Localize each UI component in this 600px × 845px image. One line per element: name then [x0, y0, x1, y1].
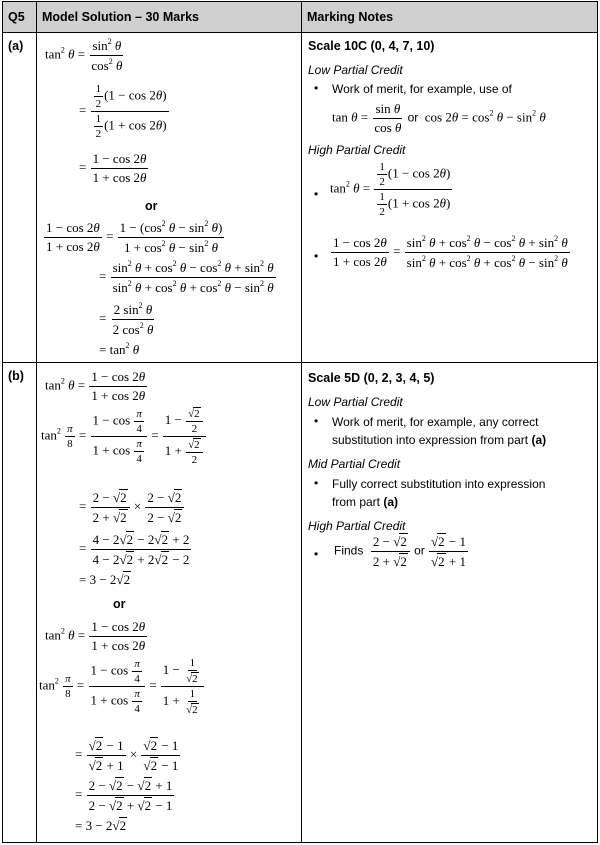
bullet-icon: • [314, 414, 319, 428]
b-mid-credit-title: Mid Partial Credit [308, 457, 401, 471]
b-line-5: = 3 − 2√2 [79, 572, 131, 587]
part-a-ref: (a) [531, 433, 547, 447]
b-line-1: $\tan^2 \theta$ = $\frac{1 - \cos 2\theta}{1 + \cos 2\theta}$ [45, 369, 146, 403]
a-high-credit-formula-2: $\frac{1 - \cos 2\theta}{1 + \cos 2\theta}$ = $\frac{\sin^2 \theta + \cos^2 \theta - \cos^2 \theta + \sin^2 \theta}{\sin^2 \theta + \cos^2 \theta + \cos^2 \theta - \sin^2 \theta}$ [333, 234, 568, 270]
b-line-8: = $\frac{√2 - 1}{√2 + 1}$ × $\frac{√2 - 1}{√2 - 1}$ [75, 738, 179, 773]
a-scale: Scale 10C (0, 4, 7, 10) [308, 39, 435, 53]
b-line-10: = 3 − 2√2 [75, 818, 127, 833]
b-mid-credit-text-1: Fully correct substitution into expression [332, 477, 546, 491]
a-line-2: = $\frac{1}{2}$ (1 − cos 2θ) $\frac{1}{2}$ (1 + cos 2θ) [79, 83, 167, 140]
part-a-ref: (a) [383, 495, 399, 509]
a-high-credit-formula-1: $\tan^2 \theta$ = $\frac{1}{2}$ (1 − cos 2θ) $\frac{1}{2}$ (1 + cos 2θ) [330, 161, 451, 218]
part-a-label: (a) [3, 33, 37, 363]
b-low-credit-text-1: Work of merit, for example, any correct [332, 415, 539, 429]
b-or-label: or [113, 597, 126, 611]
b-mid-credit-text-2: from part (a) [332, 495, 399, 509]
a-low-credit-title: Low Partial Credit [308, 63, 403, 77]
a-low-credit-text: Work of merit, for example, use of [332, 82, 512, 96]
bullet-icon: • [314, 249, 319, 263]
a-or-label: or [145, 199, 158, 213]
a-line-4: $\frac{1 - \cos 2\theta}{1 + \cos 2\theta}$ = $\frac{1 - (\cos^2 \theta - \sin^2 \theta)}{1 + \cos^2 \theta - \sin^2 \theta}$ [46, 219, 223, 255]
b-high-credit-title: High Partial Credit [308, 519, 406, 533]
part-b-label: (b) [3, 363, 37, 843]
marking-notes-header: Marking Notes [302, 2, 598, 33]
bullet-icon: • [314, 547, 319, 561]
bullet-icon: • [314, 81, 319, 95]
part-a-notes-cell [302, 33, 598, 363]
a-line-3: = $\frac{1 - \cos 2\theta}{1 + \cos 2\theta}$ [79, 151, 147, 185]
b-low-credit-text-2: substitution into expression from part (a) [332, 433, 547, 447]
b-line-9: = $\frac{2 - √2 - √2 + 1}{2 - √2 + √2 - 1}$ [75, 778, 173, 813]
question-header: Q5 [3, 2, 37, 33]
part-a-solution-cell [37, 33, 302, 363]
b-line-3: = $\frac{2 - √2}{2 + √2}$ × $\frac{2 - √2}{2 - √2}$ [79, 489, 185, 526]
bullet-icon: • [314, 476, 319, 490]
a-low-credit-formula: tan θ = $\frac{\text{sin θ}}{\text{cos θ}}$ or $\cos 2\theta = \cos^2 \theta - \sin^2 \theta$ [332, 101, 546, 135]
b-line-4: = $\frac{4 - 2√2 - 2√2 + 2}{4 - 2√2 + 2√2 - 2}$ [79, 532, 190, 567]
model-solution-header: Model Solution – 30 Marks [37, 2, 302, 33]
b-scale: Scale 5D (0, 2, 3, 4, 5) [308, 371, 435, 385]
part-b-solution-cell [37, 363, 302, 843]
a-line-7: = $\tan^2 \theta$ [99, 341, 140, 357]
bullet-icon: • [314, 187, 319, 201]
b-low-credit-title: Low Partial Credit [308, 395, 403, 409]
part-b-notes-cell [302, 363, 598, 843]
b-line-7: $\tan^2$ $\frac{\pi}{8}$ = 1 − cos $\frac{\pi}{4}$ 1 + cos $\frac{\pi}{4}$ = 1 − $\frac{1}{√2}$ 1 + $\frac{1}{√2}$ [39, 657, 205, 716]
b-line-6: $\tan^2 \theta$ = $\frac{1 - \cos 2\theta}{1 + \cos 2\theta}$ [45, 619, 146, 653]
a-high-credit-title: High Partial Credit [308, 143, 406, 157]
b-high-credit-formula: Finds $\frac{2 - √2}{2 + √2}$ or $\frac{√2 - 1}{√2 + 1}$ [334, 534, 466, 569]
a-line-5: = $\frac{\sin^2 \theta + \cos^2 \theta - \cos^2 \theta + \sin^2 \theta}{\sin^2 \theta + \cos^2 \theta + \cos^2 \theta - \sin^2 \theta}$ [99, 259, 274, 295]
marking-scheme-table [2, 1, 598, 843]
a-low-credit-or: or [407, 110, 419, 125]
b-line-2: $\tan^2$ $\frac{\pi}{8}$ = 1 − cos $\frac{\pi}{4}$ 1 + cos $\frac{\pi}{4}$ = 1 − $\frac{√2}{2}$ 1 + $\frac{√2}{2}$ [41, 407, 207, 466]
a-line-1: $\tan^2 \theta$ = $\frac{\sin^2 \theta}{\cos^2 \theta}$ [45, 37, 123, 73]
a-line-6: = $\frac{2 \sin^2 \theta}{2 \cos^2 \theta}$ [99, 301, 154, 337]
